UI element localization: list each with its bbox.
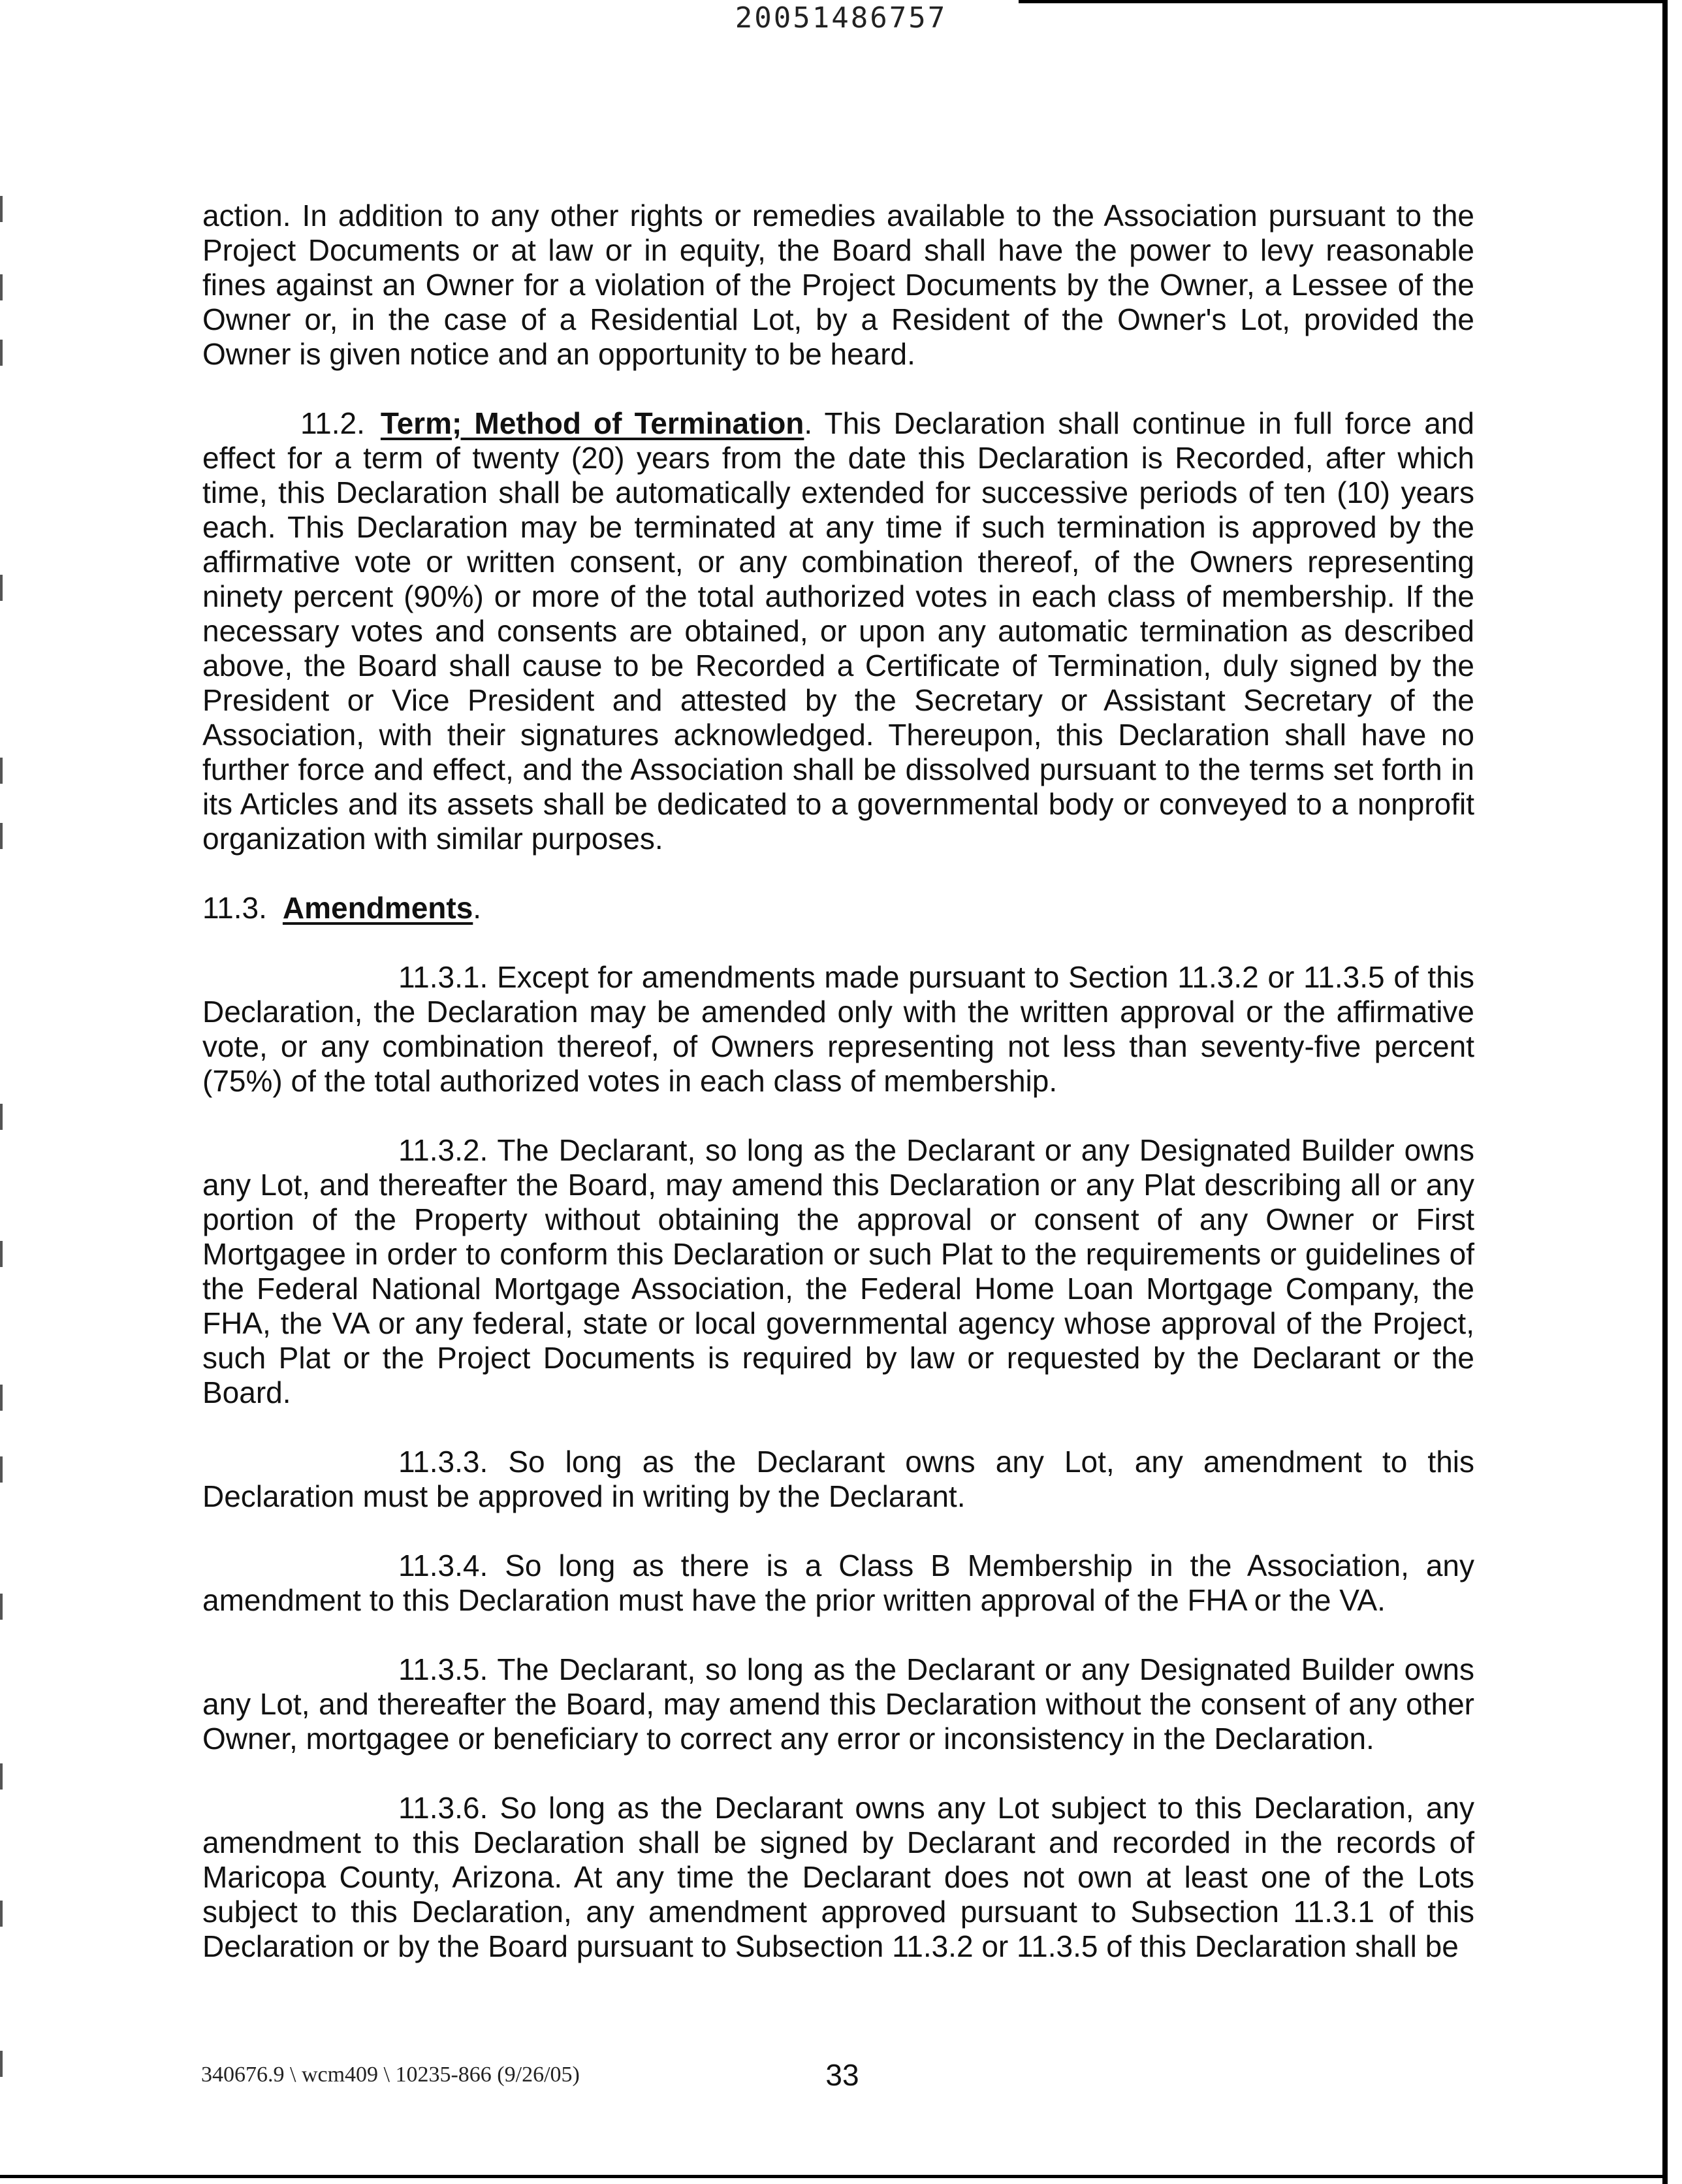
section-number: 11.3. <box>202 891 267 925</box>
paragraph-continuation: action. In addition to any other rights or remedies available to the Association pursuant to the Project Documents or at law or in equity, the Board shall have the power to levy reasonable fines against an Owner for a violation of the Project Documents by the Owner, a Lessee of the Owner or, in the case of a Residential Lot, by a Resident of the Owner's Lot, provided the Owner is given notice and an opportunity to be heard. <box>202 199 1474 371</box>
recording-number: 20051486757 <box>735 1 947 35</box>
subsection-11-3-5: 11.3.5. The Declarant, so long as the Declarant or any Designated Builder owns any Lot, and thereafter the Board, may amend this Declaration without the consent of any other Owner, mortgagee or beneficiary to correct any error or inconsistency in the Declaration. <box>202 1652 1474 1756</box>
section-11-2 <box>202 406 1474 856</box>
section-number: 11.2. <box>300 406 365 440</box>
footer-document-reference: 340676.9 \ wcm409 \ 10235-866 (9/26/05) <box>201 2063 580 2087</box>
document-body <box>202 199 1474 1999</box>
section-11-3-heading <box>202 891 1474 925</box>
section-title: Term; Method of Termination <box>380 406 804 440</box>
subsection-11-3-4: 11.3.4. So long as there is a Class B Membership in the Association, any amendment to this Declaration must have the prior written approval of the FHA or the VA. <box>202 1549 1474 1617</box>
scan-border-right <box>1662 0 1668 2184</box>
subsection-11-3-2: 11.3.2. The Declarant, so long as the Declarant or any Designated Builder owns any Lot, and thereafter the Board, may amend this Declaration or any Plat describing all or any portion of the Property without obtaining the approval or consent of any Owner or First Mortgagee in order to conform this Declaration or such Plat to the requirements or guidelines of the Federal National Mortgage Association, the Federal Home Loan Mortgage Company, the FHA, the VA or any federal, state or local governmental agency whose approval of the Project, such Plat or the Project Documents is required by law or requested by the Declarant or the Board. <box>202 1133 1474 1409</box>
scan-border-bottom <box>0 2175 1668 2178</box>
subsection-11-3-6: 11.3.6. So long as the Declarant owns any Lot subject to this Declaration, any amendment to this Declaration shall be signed by Declarant and recorded in the records of Maricopa County, Arizona. At any time the Declarant does not own at least one of the Lots subject to this Declaration, any amendment approved pursuant to Subsection 11.3.1 of this Declaration or by the Board pursuant to Subsection 11.3.2 or 11.3.5 of this Declaration shall be <box>202 1791 1474 1963</box>
section-title-suffix: . <box>473 891 482 925</box>
page-number: 33 <box>825 2058 859 2092</box>
scan-edge-marks <box>0 0 5 2184</box>
subsection-11-3-1: 11.3.1. Except for amendments made pursuant to Section 11.3.2 or 11.3.5 of this Declaration, the Declaration may be amended only with the written approval or the affirmative vote, or any combination thereof, of Owners representing not less than seventy-five percent (75%) of the total authorized votes in each class of membership. <box>202 960 1474 1098</box>
section-text: . This Declaration shall continue in full force and effect for a term of twenty (20) years from the date this Declaration is Recorded, after which time, this Declaration shall be automatically extended for successive periods of ten (10) years each. This Declaration may be terminated at any time if such termination is approved by the affirmative vote or written consent, or any combination thereof, of the Owners representing ninety percent (90%) or more of the total authorized votes in each class of membership. If the necessary votes and consents are obtained, or upon any automatic termination as described above, the Board shall cause to be Recorded a Certificate of Termination, duly signed by the President or Vice President and attested by the Secretary or Assistant Secretary of the Association, with their signatures acknowledged. Thereupon, this Declaration shall have no further force and effect, and the Association shall be dissolved pursuant to the terms set forth in its Articles and its assets shall be dedicated to a governmental body or conveyed to a nonprofit organization with similar purposes. <box>202 406 1474 856</box>
section-title: Amendments <box>282 891 473 925</box>
subsection-11-3-3: 11.3.3. So long as the Declarant owns any Lot, any amendment to this Declaration must be approved in writing by the Declarant. <box>202 1445 1474 1513</box>
